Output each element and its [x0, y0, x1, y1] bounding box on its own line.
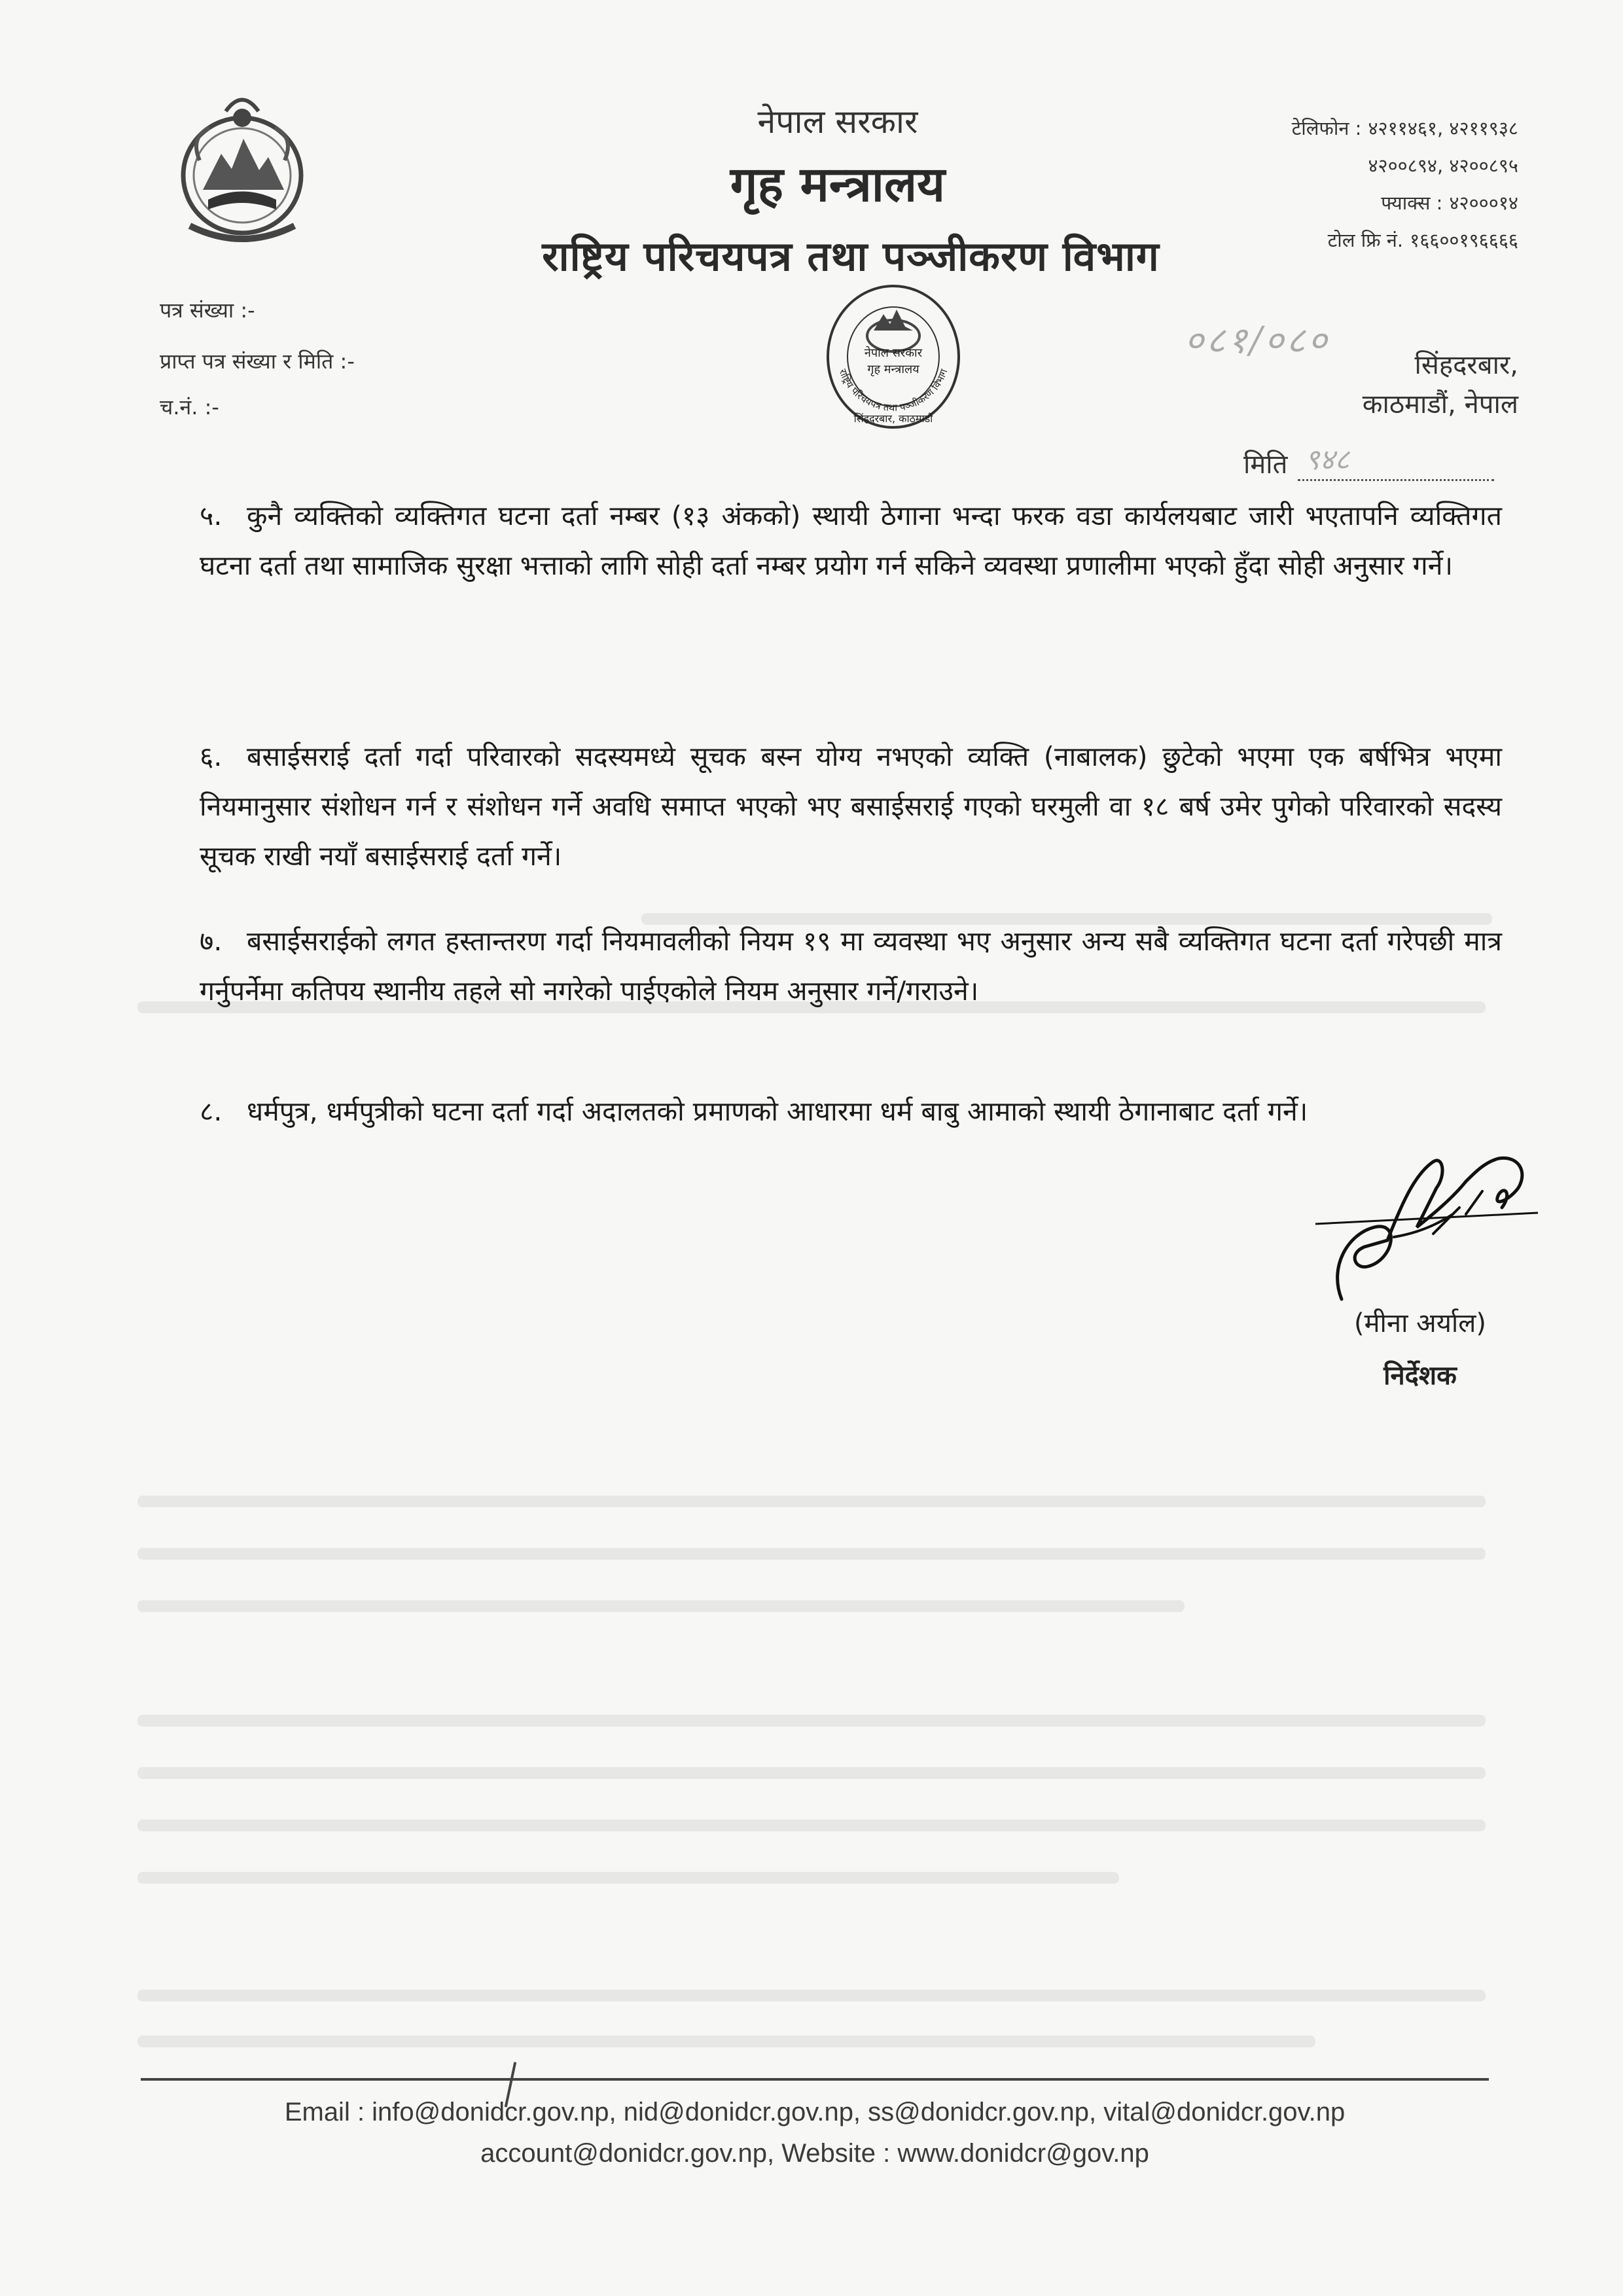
footer-website: account@donidcr.gov.np, Website : www.donidcr@gov.np	[480, 2139, 1149, 2168]
signature-icon	[1302, 1136, 1551, 1312]
stamp-line-3: राष्ट्रिय परिचयपत्र तथा पञ्जीकरण विभाग	[836, 367, 950, 414]
bleed-through-line	[137, 2036, 1315, 2047]
phone-label: टेलिफोन :	[1291, 117, 1362, 139]
signatory-designation: निर्देशक	[1383, 1361, 1457, 1391]
paragraph-number: ५.	[200, 500, 223, 531]
paragraph-5	[200, 491, 1502, 590]
paragraph-number: ७.	[200, 925, 223, 957]
footer-emails: Email : info@donidcr.gov.np, nid@donidcr.gov.np, ss@donidcr.gov.np, vital@donidcr.gov.np	[284, 2098, 1346, 2126]
stamp-line-2: गृह मन्त्रालय	[867, 363, 919, 376]
ministry-name: गृह मन्त्रालय	[730, 156, 946, 213]
bleed-through-line	[137, 1820, 1486, 1831]
government-name: नेपाल सरकार	[757, 103, 918, 141]
stamp-line-4: सिंहदरबार, काठमाडौं	[853, 412, 933, 425]
stamp-line-1: नेपाल सरकार	[864, 346, 923, 360]
nepal-emblem-icon	[164, 92, 321, 249]
paragraph-text: बसाईसराई दर्ता गर्दा परिवारको सदस्यमध्ये सूचक बस्न योग्य नभएको व्यक्ति (नाबालक) छुटेको भएमा एक बर्षभित्र भएमा नियमानुसार संशोधन गर्न र संशोधन गर्ने अवधि समाप्त भएको भए बसाईसराई गएको घरमुली वा १८ बर्ष उमेर पुगेको परिवारको सदस्य सूचक राखी नयाँ बसाईसराई दर्ता गर्ने।	[200, 741, 1502, 872]
bleed-through-line	[137, 1990, 1486, 2001]
paragraph-number: ८.	[200, 1096, 223, 1127]
phone-number: ४२११४६१, ४२११९३८	[1368, 117, 1518, 139]
bleed-through-line	[137, 1767, 1486, 1779]
phone-row-2	[1292, 147, 1518, 185]
footer-divider	[141, 2078, 1489, 2081]
contact-info	[1292, 110, 1518, 259]
handwritten-number: ०८१/०८०	[1185, 319, 1330, 362]
fax-row	[1292, 185, 1518, 222]
paragraph-text: धर्मपुत्र, धर्मपुत्रीको घटना दर्ता गर्दा अदालतको प्रमाणको आधारमा धर्म बाबु आमाको स्थायी ठेगानाबाट दर्ता गर्ने।	[247, 1096, 1308, 1127]
phone-number-2: ४२००८९४, ४२००८९५	[1368, 154, 1518, 177]
office-stamp-icon	[818, 259, 969, 435]
department-name: राष्ट्रिय परिचयपत्र तथा पञ्जीकरण विभाग	[542, 232, 1160, 280]
paragraph-6	[200, 732, 1502, 881]
date-field	[1243, 445, 1494, 481]
phone-row	[1292, 110, 1518, 147]
letter-number: पत्र संख्या :-	[160, 298, 255, 323]
date-line	[1298, 443, 1494, 481]
paragraph-number: ६.	[200, 741, 223, 772]
signatory-name: (मीना अर्याल)	[1353, 1308, 1486, 1338]
address-line-2: काठमाडौं, नेपाल	[1362, 389, 1518, 420]
paragraph-7	[200, 916, 1502, 1016]
fax-number: ४२०००१४	[1449, 192, 1518, 214]
tollfree-row	[1292, 222, 1518, 259]
tollfree-number: १६६००१९६६६६	[1410, 229, 1518, 251]
bleed-through-line	[137, 1496, 1486, 1507]
tollfree-label: टोल फ्रि नं.	[1327, 229, 1404, 251]
paragraph-text: कुनै व्यक्तिको व्यक्तिगत घटना दर्ता नम्बर (१३ अंकको) स्थायी ठेगाना भन्दा फरक वडा कार्यलयबाट जारी भएतापनि व्यक्तिगत घटना दर्ता तथा सामाजिक सुरक्षा भत्ताको लागि सोही दर्ता नम्बर प्रयोग गर्न सकिने व्यवस्था प्रणालीमा भएको हुँदा सोही अनुसार गर्ने।	[200, 500, 1502, 581]
address-line-1: सिंहदरबार,	[1414, 350, 1518, 380]
date-label: मिति	[1243, 450, 1288, 480]
bleed-through-line	[137, 1715, 1486, 1727]
paragraph-8	[200, 1086, 1502, 1136]
received-letter-number-date: प्राप्त पत्र संख्या र मिति :-	[160, 349, 355, 374]
paragraph-text: बसाईसराईको लगत हस्तान्तरण गर्दा नियमावलीको नियम १९ मा व्यवस्था भए अनुसार अन्य सबै व्यक्तिगत घटना दर्ता गरेपछी मात्र गर्नुपर्नेमा कतिपय स्थानीय तहले सो नगरेको पाईएकोले नियम अनुसार गर्ने/गराउने।	[200, 925, 1502, 1007]
fax-label: फ्याक्स :	[1381, 192, 1443, 214]
bleed-through-line	[137, 1548, 1486, 1560]
date-value: ९४८	[1304, 443, 1350, 476]
bleed-through-line	[137, 1872, 1119, 1884]
bleed-through-line	[137, 1600, 1185, 1612]
dispatch-number: च.नं. :-	[160, 395, 219, 420]
